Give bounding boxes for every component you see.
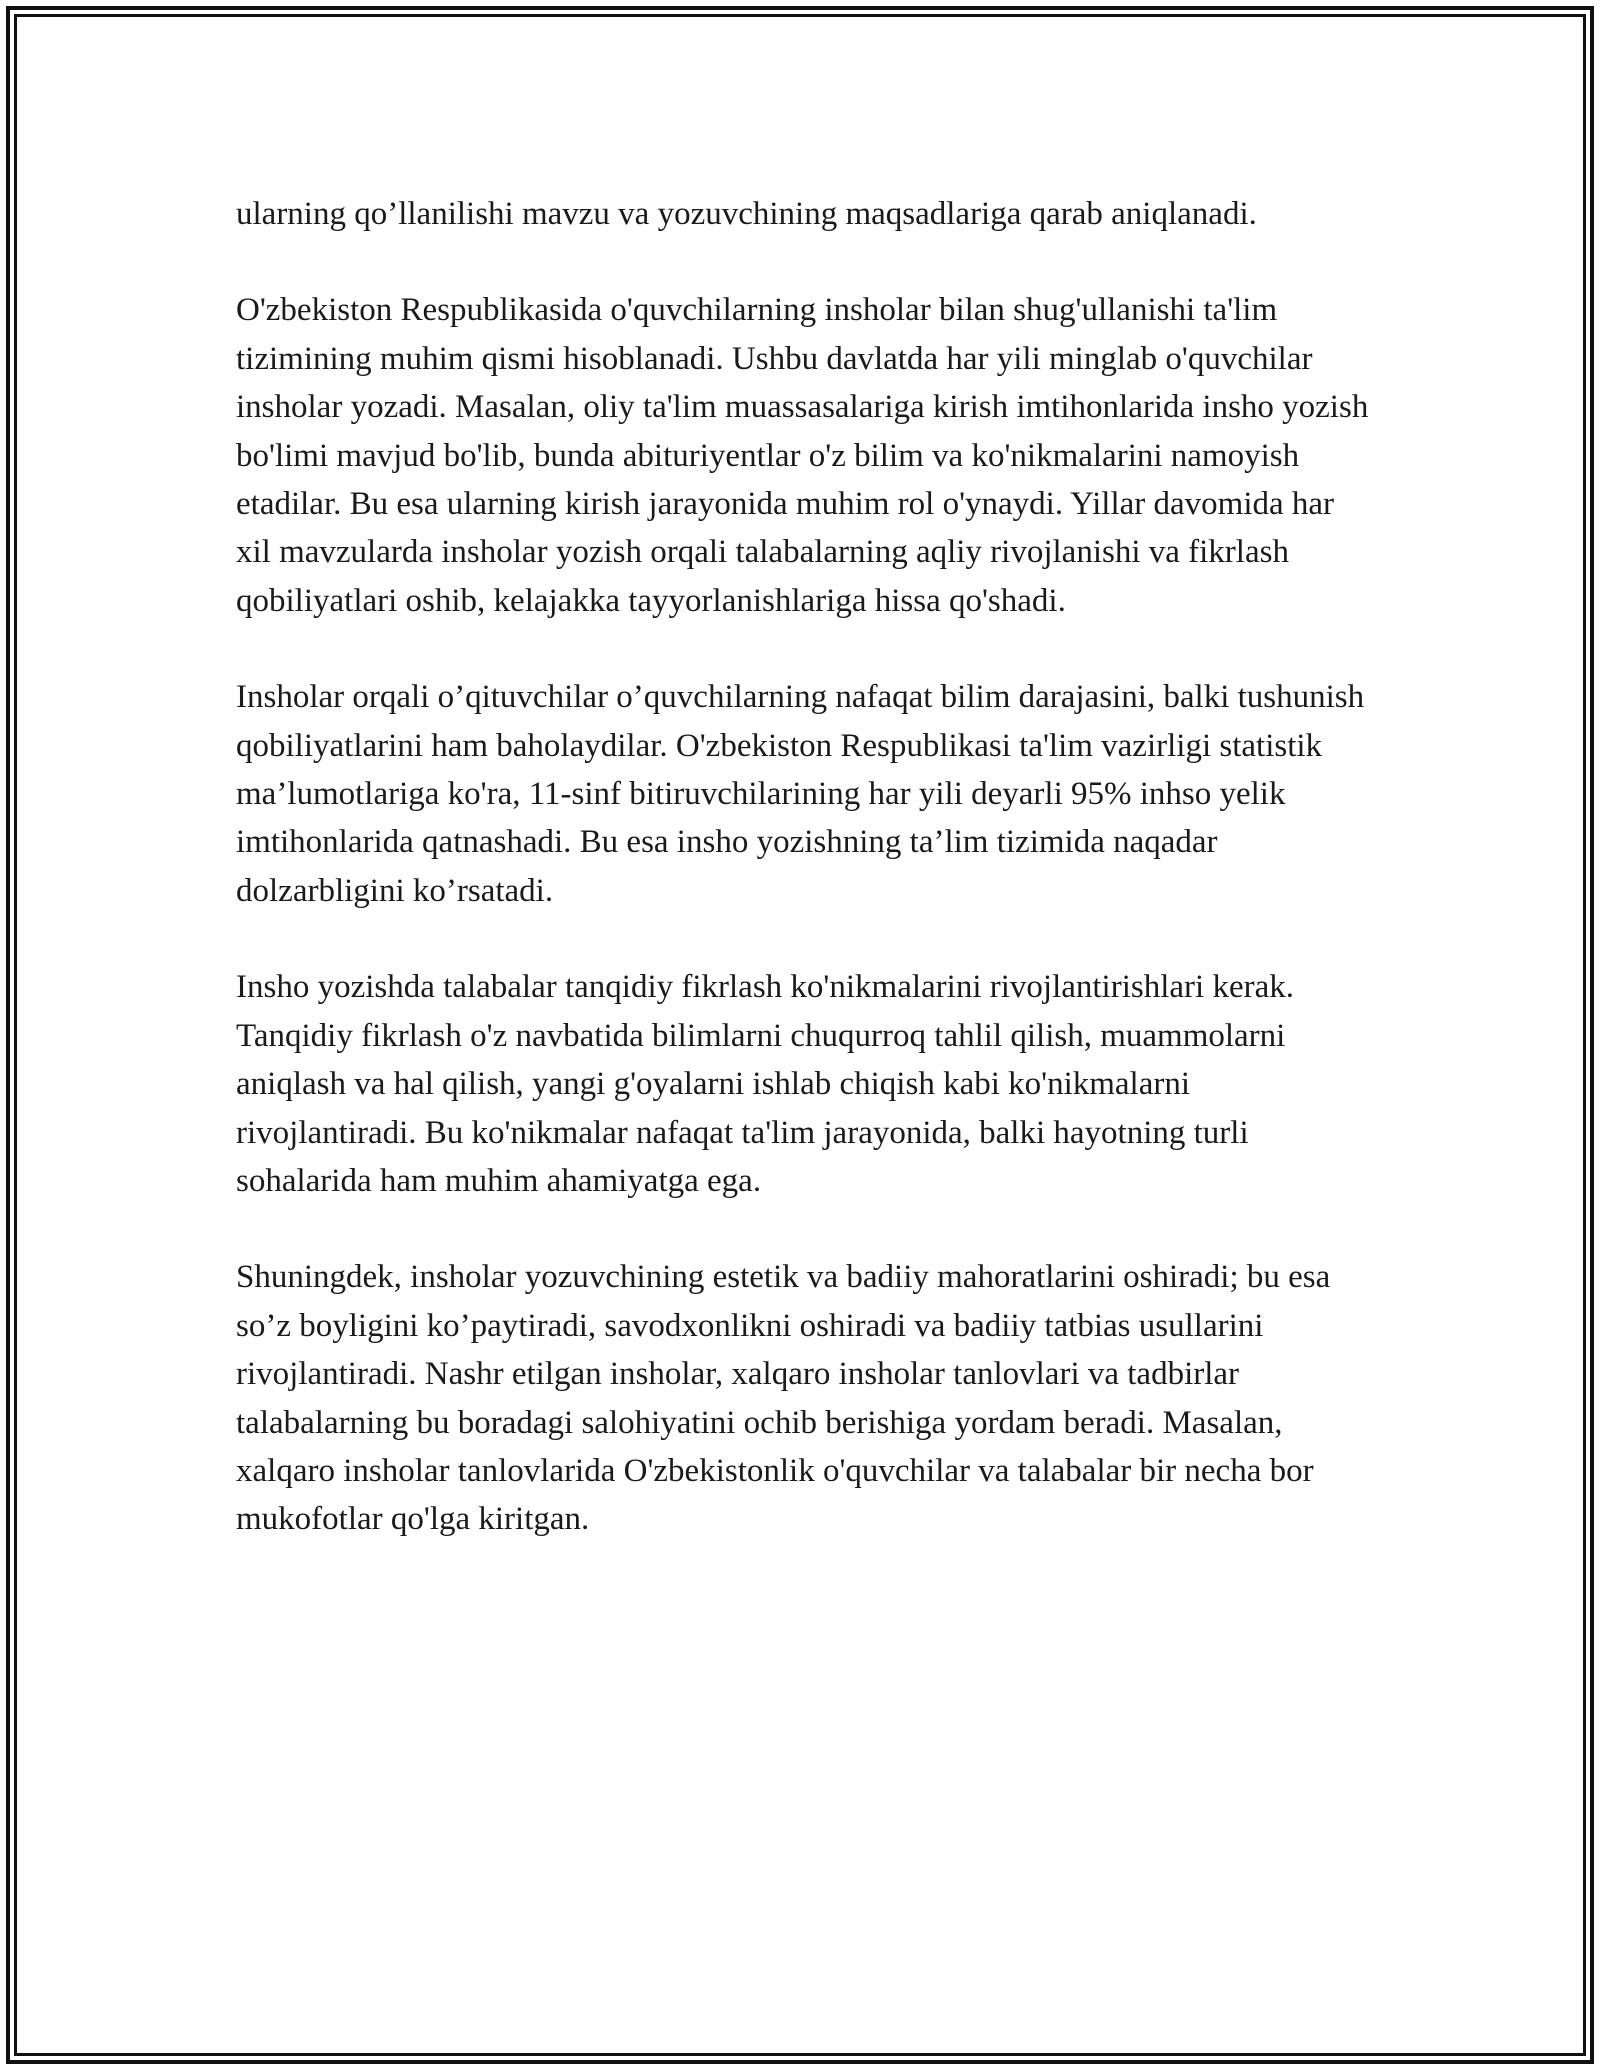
paragraph-3: Insholar orqali o’qituvchilar o’quvchilarning nafaqat bilim darajasini, balki tushunish qobiliyatlarini ham baholaydilar. O'zbekiston Respublikasi ta'lim vazirligi statistik ma’lumotlariga ko'ra, 11-sinf bitiruvchilarining har yili deyarli 95% inhso yelik imtihonlarida qatnashadi. Bu esa insho yozishning ta’lim tizimida naqadar dolzarbligini ko’rsatadi. xyxy=(236,679,1365,909)
paragraph-2: O'zbekiston Respublikasida o'quvchilarning insholar bilan shug'ullanishi ta'lim tizimining muhim qismi hisoblanadi. Ushbu davlatda har yili minglab o'quvchilar insholar yozadi. Masalan, oliy ta'lim muassasalariga kirish imtihonlarida insho yozish bo'limi mavjud bo'lib, bunda abituriyentlar o'z bilim va ko'nikmalarini namoyish etadilar. Bu esa ularning kirish jarayonida muhim rol o'ynaydi. Yillar davomida har xil mavzularda insholar yozish orqali talabalarning aqliy rivojlanishi va fikrlash qobiliyatlari oshib, kelajakka tayyorlanishlariga hissa qo'shadi. xyxy=(236,292,1369,619)
paragraph-4: Insho yozishda talabalar tanqidiy fikrlash ko'nikmalarini rivojlantirishlari kerak. Tanqidiy fikrlash o'z navbatida bilimlarni chuqurroq tahlil qilish, muammolarni aniqlash va hal qilish, yangi g'oyalarni ishlab chiqish kabi ko'nikmalarni rivojlantiradi. Bu ko'nikmalar nafaqat ta'lim jarayonida, balki hayotning turli sohalarida ham muhim ahamiyatga ega. xyxy=(236,969,1294,1199)
paragraph-5: Shuningdek, insholar yozuvchining estetik va badiiy mahoratlarini oshiradi; bu esa so’z boyligini ko’paytiradi, savodxonlikni oshiradi va badiiy tatbias usullarini rivojlantiradi. Nashr etilgan insholar, xalqaro insholar tanlovlari va tadbirlar talabalarning bu boradagi salohiyatini ochib berishiga yordam beradi. Masalan, xalqaro insholar tanlovlarida O'zbekistonlik o'quvchilar va talabalar bir necha bor mukofotlar qo'lga kiritgan. xyxy=(236,1259,1331,1538)
document-body xyxy=(236,190,1376,1592)
paragraph-1: ularning qo’llanilishi mavzu va yozuvchining maqsadlariga qarab aniqlanadi. xyxy=(236,196,1257,232)
